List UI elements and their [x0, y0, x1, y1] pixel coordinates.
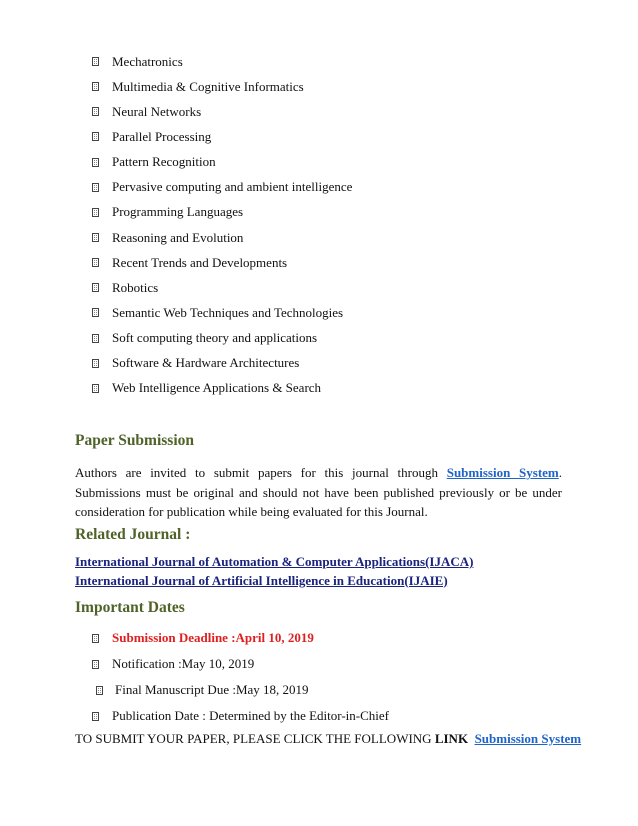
bullet-icon — [92, 258, 99, 267]
submission-deadline: Submission Deadline :April 10, 2019 — [112, 630, 314, 645]
date-item — [92, 651, 592, 677]
bullet-icon — [96, 686, 103, 695]
topic-item — [92, 300, 592, 325]
publication-date: Publication Date : Determined by the Editor-in-Chief — [112, 708, 389, 723]
bullet-icon — [92, 57, 99, 66]
bullet-icon — [92, 334, 99, 343]
bullet-icon — [92, 208, 99, 217]
bullet-icon — [92, 158, 99, 167]
topic-label: Semantic Web Techniques and Technologies — [112, 304, 344, 320]
topic-item — [92, 250, 592, 275]
topic-item — [92, 351, 592, 376]
topic-item — [92, 175, 592, 200]
related-journal-heading: Related Journal : — [75, 526, 191, 543]
submission-text-after: . Submissions must be original and should not have been published previously or be under consideration for publication while being evaluated for this Journal. — [75, 465, 562, 519]
topic-label: Parallel Processing — [112, 128, 212, 144]
date-item — [92, 677, 592, 703]
submit-instruction-bold: LINK — [434, 731, 469, 746]
topic-item — [92, 49, 592, 74]
topic-label: Multimedia & Cognitive Informatics — [112, 78, 304, 94]
bullet-icon — [92, 660, 99, 669]
ijaie-link[interactable]: International Journal of Artificial Intelligence in Education(IJAIE) — [75, 572, 448, 588]
topic-item — [92, 99, 592, 124]
topic-item — [92, 275, 592, 300]
topic-list — [92, 49, 592, 401]
paper-submission-heading: Paper Submission — [75, 432, 195, 449]
bullet-icon — [92, 82, 99, 91]
topic-label: Recent Trends and Developments — [112, 254, 288, 270]
topic-item — [92, 376, 592, 401]
related-journal-links — [75, 553, 575, 590]
bullet-icon — [92, 233, 99, 242]
footer-submission-system-link[interactable]: Submission System — [474, 731, 582, 746]
notification-date: Notification :May 10, 2019 — [112, 656, 255, 671]
topic-label: Reasoning and Evolution — [112, 229, 244, 245]
topic-label: Robotics — [112, 279, 159, 295]
submission-text-before: Authors are invited to submit papers for this journal through — [75, 465, 447, 480]
topic-label: Software & Hardware Architectures — [112, 355, 300, 371]
date-item — [92, 625, 592, 651]
submit-instruction — [75, 731, 581, 747]
bullet-icon — [92, 183, 99, 192]
bullet-icon — [92, 359, 99, 368]
bullet-icon — [92, 308, 99, 317]
bullet-icon — [92, 712, 99, 721]
bullet-icon — [92, 132, 99, 141]
bullet-icon — [92, 634, 99, 643]
topic-item — [92, 150, 592, 175]
topic-label: Web Intelligence Applications & Search — [112, 380, 322, 396]
bullet-icon — [92, 384, 99, 393]
topic-item — [92, 200, 592, 225]
topic-label: Programming Languages — [112, 204, 244, 220]
date-item — [92, 703, 592, 729]
important-dates-heading: Important Dates — [75, 599, 185, 616]
bullet-icon — [92, 107, 99, 116]
topic-item — [92, 225, 592, 250]
topic-label: Pervasive computing and ambient intelligence — [112, 179, 353, 195]
topic-label: Pattern Recognition — [112, 154, 216, 170]
dates-list — [92, 625, 592, 729]
topic-label: Mechatronics — [112, 53, 183, 69]
submission-system-link[interactable]: Submission System — [446, 465, 559, 480]
topic-item — [92, 124, 592, 149]
topic-item — [92, 74, 592, 99]
topic-item — [92, 326, 592, 351]
final-manuscript-date: Final Manuscript Due :May 18, 2019 — [115, 682, 309, 697]
bullet-icon — [92, 283, 99, 292]
topic-label: Soft computing theory and applications — [112, 330, 318, 346]
topic-label: Neural Networks — [112, 103, 202, 119]
submission-paragraph — [75, 463, 562, 522]
ijaca-link[interactable]: International Journal of Automation & Computer Applications(IJACA) — [75, 554, 474, 569]
submit-instruction-text: TO SUBMIT YOUR PAPER, PLEASE CLICK THE FOLLOWING — [75, 731, 435, 746]
